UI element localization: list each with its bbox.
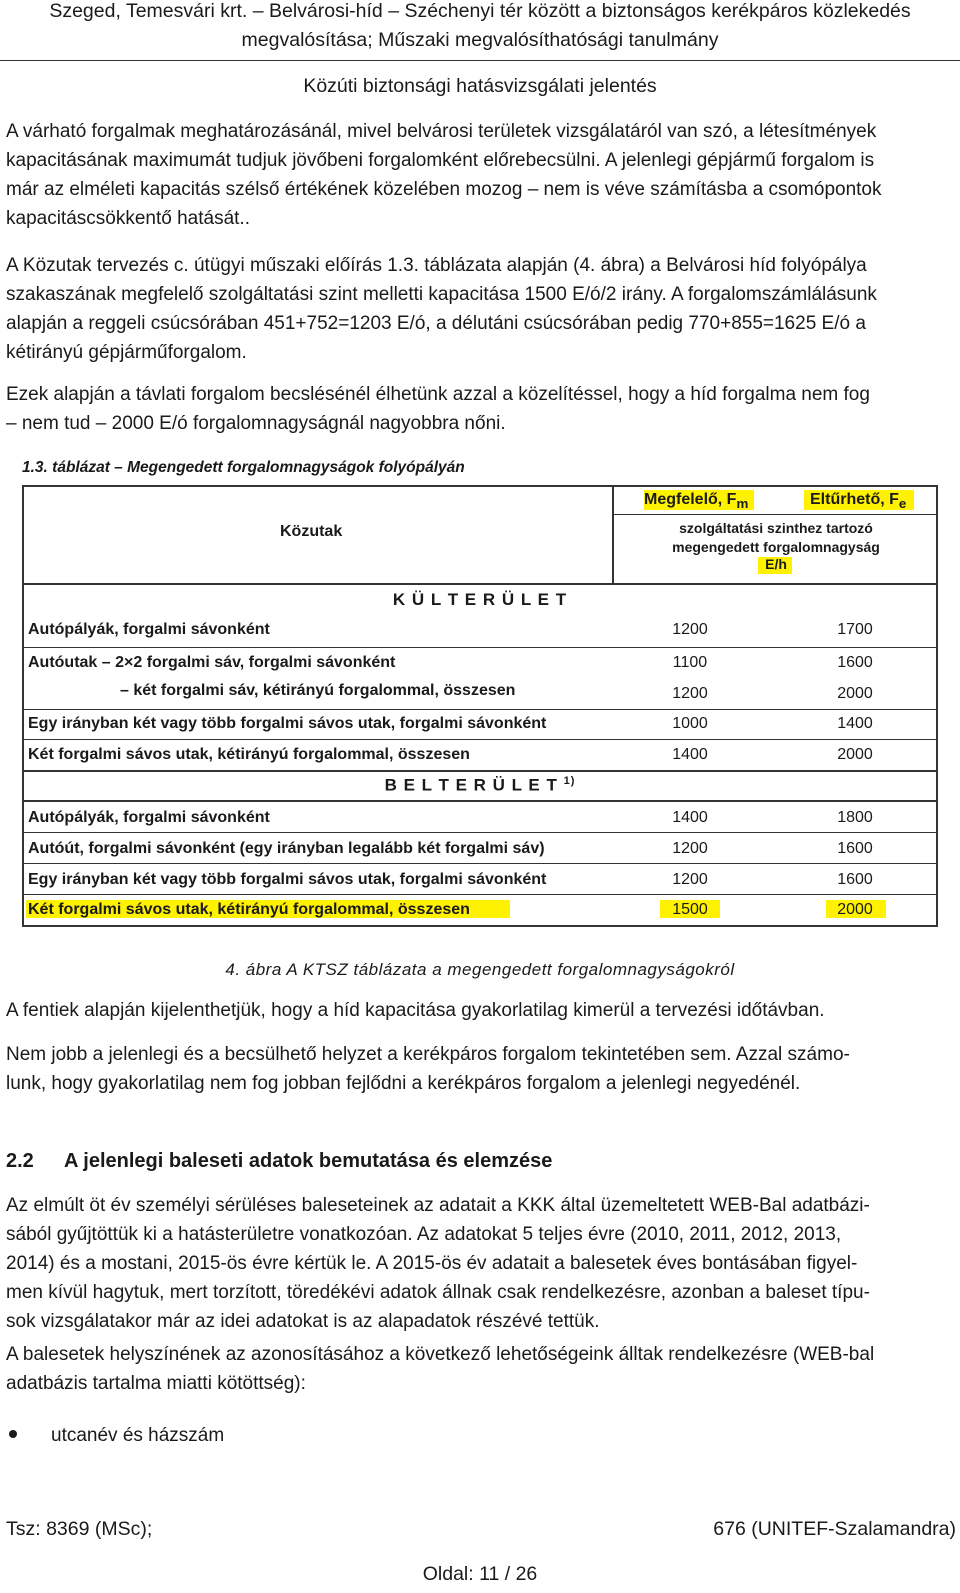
paragraph-7: A balesetek helyszínének az azonosításához a következő lehetőségeink álltak rendelkezésre (WEB-bal adatbázis tartalma miatti kötöttség): [6, 1344, 875, 1394]
table-row-label: Egy irányban két vagy több forgalmi sávos utak, forgalmi sávonként [28, 715, 547, 732]
section-kulterulet: K Ü L T E R Ü L E T [392, 590, 568, 609]
column-subheader-2: megengedett forgalomnagyság [672, 539, 880, 555]
table-cell-fm-highlighted: 1500 [672, 901, 708, 918]
footer-right: 676 (UNITEF-Szalamandra) [713, 1518, 956, 1540]
table-cell-fe: 1600 [837, 871, 873, 888]
paragraph-3: Ezek alapján a távlati forgalom becslésénél élhetünk azzal a közelítéssel, hogy a híd forgalma nem fog – nem tud – 2000 E/ó forgalomnagyságnál nagyobbra nőni. [6, 384, 870, 434]
table-cell-fe: 1600 [837, 840, 873, 857]
column-header-fm: Megfelelő, $F_m$ [644, 491, 749, 512]
paragraph-4: A fentiek alapján kijelenthetjük, hogy a híd kapacitása gyakorlatilag kimerül a tervezési időtávban. [6, 1000, 825, 1021]
table-cell-fe: 2000 [837, 746, 873, 763]
column-subheader-1: szolgáltatási szinthez tartozó [679, 520, 873, 536]
table-cell-fm: 1000 [672, 715, 708, 732]
table-cell-fe-highlighted: 2000 [837, 901, 873, 918]
figure-caption: 4. ábra A KTSZ táblázata a megengedett forgalomnagyságokról [225, 960, 735, 979]
header-line-3: Közúti biztonsági hatásvizsgálati jelentés [303, 75, 657, 97]
paragraph-6: Az elmúlt öt év személyi sérüléses baleseteinek az adatait a KKK által üzemeltetett WEB-Bal adatbázi- sából gyűjtöttük ki a hatásterületre vonatkozóan. Az adatokat 5 teljes évre (2010, 2011, 2012, 2013, 2014) és a mostani, 2015-ös évre kértük le. A 2015-ös év adatait a balesetek éves bontásában figyel- men kívül hagytuk, mert torzított, töredékévi adatok állnak csak rendelkezésre, azonban a baleset típu- sok vizsgálatakor már az idei adatokat is az alapadatok részévé tettük. [6, 1195, 870, 1332]
table-row-label: Egy irányban két vagy több forgalmi sávos utak, forgalmi sávonként [28, 871, 547, 888]
table-row-label: Autópályák, forgalmi sávonként [28, 809, 270, 826]
table-cell-fm: 1200 [672, 685, 708, 702]
table-cell-fe: 2000 [837, 685, 873, 702]
bullet-list-item: utcanév és házszám [6, 1425, 224, 1447]
section-belterulet: B E L T E R Ü L E T $^{1)}$ [384, 775, 576, 795]
table-row-label: Autóutak – 2×2 forgalmi sáv, forgalmi sávonként [28, 654, 396, 671]
table-cell-fm: 1200 [672, 871, 708, 888]
footer-left: Tsz: 8369 (MSc); [6, 1518, 153, 1540]
bullet-icon [9, 1430, 17, 1438]
paragraph-2: A Közutak tervezés c. útügyi műszaki előírás 1.3. táblázata alapján (4. ábra) a Belvárosi híd folyópálya szakaszának megfelelő szolgáltatási szint melletti kapacitása 1500 E/ó/2 irány. A forgalomszámlálásunk alapján a reggeli csúcsórában 451+752=1203 E/ó, a délutáni csúcsórában pedig 770+855=1625 E/ó a kétirányú gépjárműforgalom. [6, 255, 877, 363]
table-row-label-highlighted: Két forgalmi sávos utak, kétirányú forgalommal, összesen [28, 901, 470, 918]
table-row-label: – két forgalmi sáv, kétirányú forgalommal, összesen [120, 682, 516, 699]
table-cell-fm: 1200 [672, 621, 708, 638]
table-row-label: Két forgalmi sávos utak, kétirányú forgalommal, összesen [28, 746, 470, 763]
section-heading: 2.2 A jelenlegi baleseti adatok bemutatása és elemzése [6, 1150, 553, 1172]
table-cell-fm: 1100 [672, 654, 708, 671]
table-cell-fm: 1400 [672, 746, 708, 763]
paragraph-5: Nem jobb a jelenlegi és a becsülhető helyzet a kerékpáros forgalom tekintetében sem. Azzal számo- lunk, hogy gyakorlatilag nem fog jobban fejlődni a kerékpáros forgalom a jelenlegi negyedénél. [6, 1044, 850, 1094]
table-cell-fm: 1200 [672, 840, 708, 857]
page-number: Oldal: 11 / 26 [422, 1563, 538, 1585]
column-header-fe: Eltűrhető, $F_e$ [810, 491, 907, 512]
table-row-label: Autóút, forgalmi sávonként (egy irányban legalább két forgalmi sáv) [28, 840, 545, 857]
table-title: 1.3. táblázat – Megengedett forgalomnagyságok folyópályán [22, 459, 465, 476]
header-line-1: Szeged, Temesvári krt. – Belvárosi-híd – Széchenyi tér között a biztonságos kerékpáros közlekedés [49, 0, 911, 22]
table-cell-fe: 1800 [837, 809, 873, 826]
table-cell-fe: 1600 [837, 654, 873, 671]
table-row-label: Autópályák, forgalmi sávonként [28, 621, 270, 638]
table-cell-fe: 1400 [837, 715, 873, 732]
column-subheader-unit: E/h [765, 556, 787, 572]
paragraph-1: A várható forgalmak meghatározásánál, mivel belvárosi területek vizsgálatáról van szó, a létesítmények kapacitásának maximumát tudjuk jövőbeni forgalomként előrebecsülni. A jelenlegi gépjármű forgalom is már az elméleti kapacitás szélső értékének közelében mozog – nem is véve számításba a csomópontok kapacitáscsökkentő hatását.. [6, 121, 882, 229]
table-cell-fm: 1400 [672, 809, 708, 826]
column-header-roads: Közutak [280, 523, 343, 540]
header-divider [0, 60, 960, 61]
header-line-2: megvalósítása; Műszaki megvalósíthatósági tanulmány [241, 29, 719, 51]
table-cell-fe: 1700 [837, 621, 873, 638]
capacity-table-figure [20, 459, 945, 949]
